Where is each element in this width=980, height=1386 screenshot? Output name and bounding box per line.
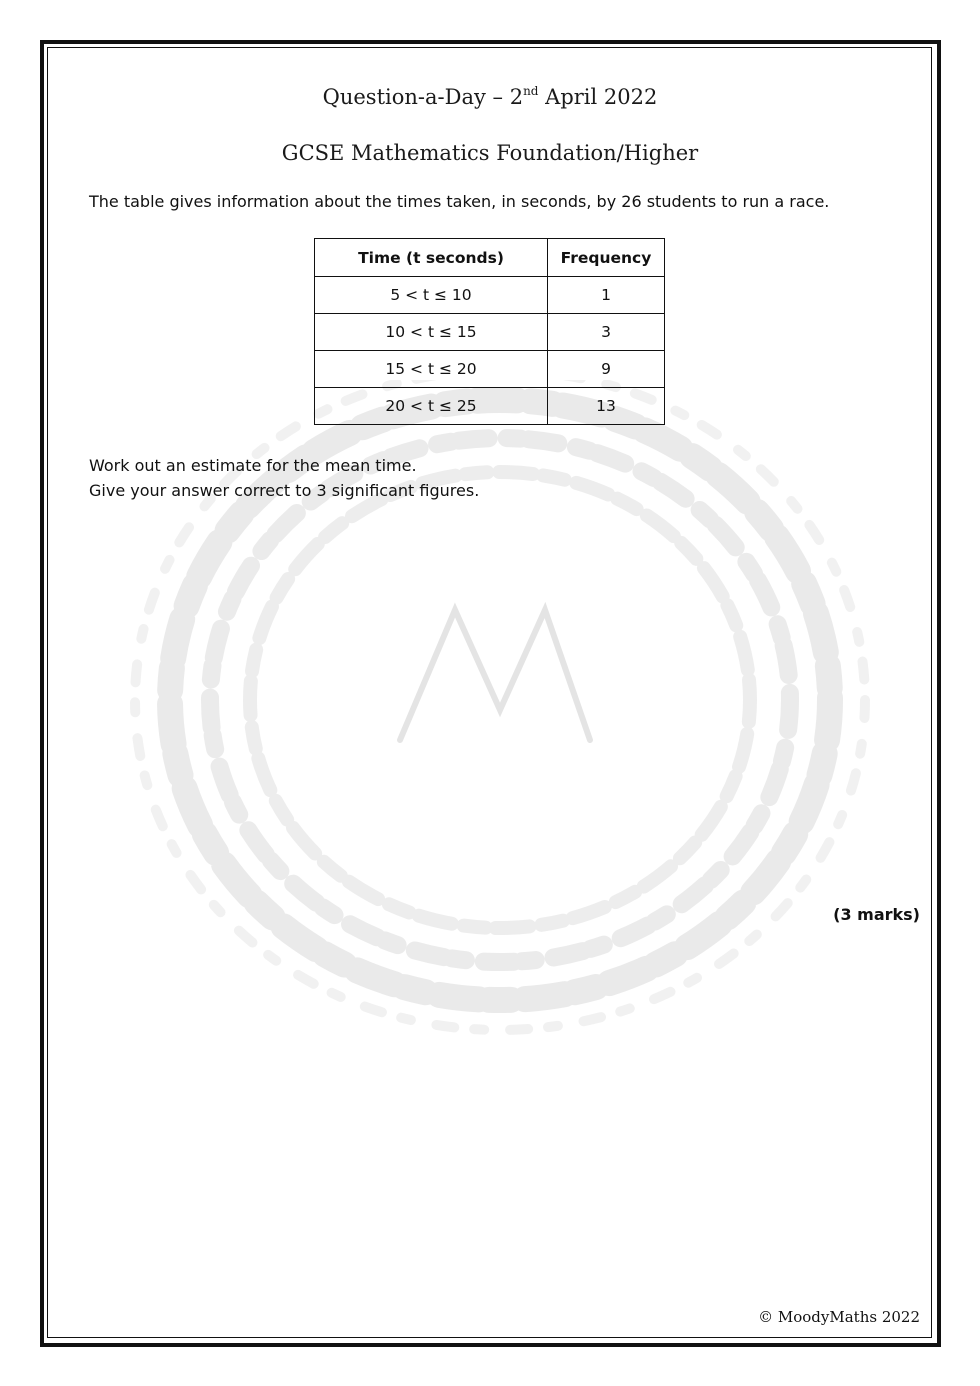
table-row [315, 388, 665, 425]
title-suffix: April 2022 [538, 85, 658, 109]
page-subtitle: GCSE Mathematics Foundation/Higher [281, 141, 699, 165]
copyright-footer: © MoodyMaths 2022 [758, 1308, 920, 1326]
title-superscript: nd [523, 84, 539, 98]
column-header-time: Time (t seconds) [315, 239, 548, 277]
frequency-table [314, 238, 665, 425]
frequency-cell: 9 [548, 351, 665, 388]
page-title [0, 84, 980, 109]
table-row [315, 277, 665, 314]
time-cell: 20 < t ≤ 25 [315, 388, 548, 425]
time-cell: 10 < t ≤ 15 [315, 314, 548, 351]
time-cell: 15 < t ≤ 20 [315, 351, 548, 388]
table-row [315, 351, 665, 388]
title-prefix: Question-a-Day – 2 [322, 85, 524, 109]
frequency-cell: 1 [548, 277, 665, 314]
frequency-cell: 13 [548, 388, 665, 425]
table-row [315, 314, 665, 351]
column-header-frequency: Frequency [548, 239, 665, 277]
question-instruction: Work out an estimate for the mean time. [89, 456, 417, 475]
question-accuracy-instruction: Give your answer correct to 3 significant figures. [89, 481, 480, 500]
marks-label: (3 marks) [833, 905, 920, 924]
time-cell: 5 < t ≤ 10 [315, 277, 548, 314]
table-header-row [315, 239, 665, 277]
question-intro: The table gives information about the times taken, in seconds, by 26 students to run a race. [89, 192, 830, 211]
frequency-cell: 3 [548, 314, 665, 351]
